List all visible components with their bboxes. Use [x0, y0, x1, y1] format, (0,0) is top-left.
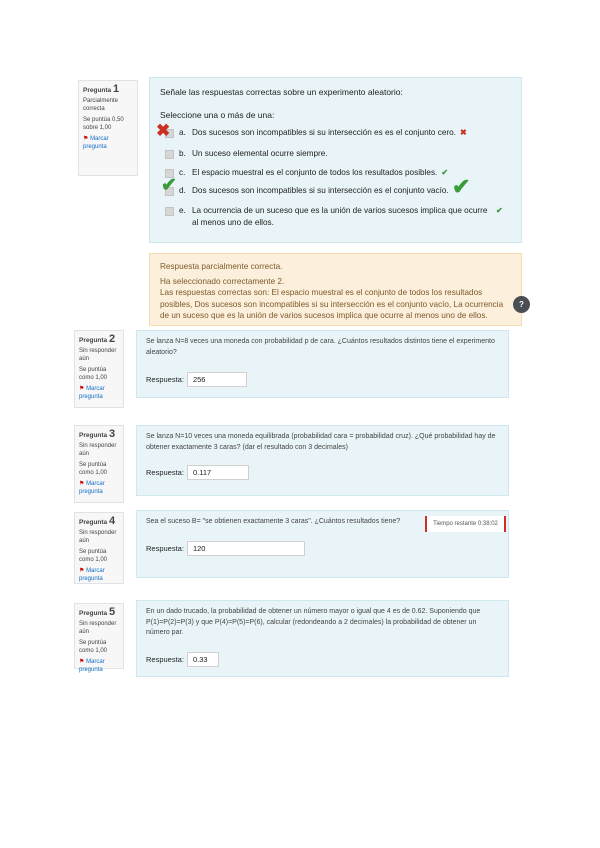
help-button[interactable] [513, 296, 530, 313]
question-state: Parcialmente correcta [83, 98, 119, 112]
answer-input[interactable]: 0.117 [187, 465, 249, 480]
question-grade: Se puntúa como 1,00 [79, 462, 108, 476]
checkbox[interactable] [165, 150, 174, 159]
question-text: Se lanza N=10 veces una moneda equilibrada (probabilidad cara = probabilidad cruz). ¿Qué probabilidad hay de obtener exactamente 3 caras? (dar el resultado con 3 decimales) [146, 433, 496, 451]
question-number: Pregunta 4 [79, 515, 116, 527]
question-content-3 [136, 425, 509, 496]
question-text: Señale las respuestas correctas sobre un experimento aleatorio: [160, 87, 403, 97]
option-c[interactable]: c. El espacio muestral es el conjunto de todos los resultados posibles. ✔ [165, 167, 448, 179]
question-number: Pregunta 1 [83, 83, 120, 95]
question-grade: Se puntúa como 1,00 [79, 549, 108, 563]
answer-row [146, 652, 219, 667]
feedback-correct: Las respuestas correctas son: El espacio muestral es el conjunto de todos los resultados posibles, Dos sucesos son incompatibles si su intersección es el conjunto vacío, La ocurrencia de un suceso que es la unión de varios sucesos implica que ocurre al menos uno de ellos. [160, 288, 504, 320]
question-info-1 [78, 80, 138, 176]
option-b[interactable]: b. Un suceso elemental ocurre siempre. [165, 148, 328, 160]
flag-icon: ⚑ [79, 568, 85, 574]
answer-label: Respuesta: [146, 655, 184, 664]
handwritten-check-icon: ✔ [452, 174, 471, 199]
feedback-status: Respuesta parcialmente correcta. [160, 262, 283, 271]
question-text: Sea el suceso B= "se obtienen exactamente 3 caras". ¿Cuántos resultados tiene? [146, 518, 401, 525]
answer-input[interactable]: 120 [187, 541, 305, 556]
feedback-selected: Ha seleccionado correctamente 2. [160, 276, 285, 286]
question-state: Sin responder aún [79, 348, 117, 362]
answer-row [146, 541, 305, 556]
answer-row [146, 372, 247, 387]
question-info-4 [74, 512, 124, 584]
question-content-1 [149, 77, 522, 243]
check-icon: ✔ [496, 206, 503, 215]
question-text: Se lanza N=8 veces una moneda con probabilidad p de cara. ¿Cuántos resultados distintos tiene el experimento aleatorio? [146, 338, 495, 356]
flag-question-link[interactable]: ⚑ Marcar pregunta [79, 659, 105, 673]
option-a[interactable]: a. Dos sucesos son incompatibles si su intersección es es el conjunto cero. ✖ [165, 127, 467, 139]
answer-label: Respuesta: [146, 544, 184, 553]
question-text: En un dado trucado, la probabilidad de obtener un número mayor o igual que 4 es de 0.62. Suponiendo que P(1)=P(2)=P(3) y que P(4)=P(5)=P(6), calcular (redondeando a 2 decimales) la probabilidad de obtener un número par. [146, 608, 481, 636]
question-grade: Se puntúa como 1,00 [79, 367, 108, 381]
option-d[interactable]: d. Dos sucesos son incompatibles si su intersección es el conjunto vacío. [165, 185, 449, 197]
flag-question-link[interactable]: ⚑ Marcar pregunta [79, 481, 105, 495]
select-prompt: Seleccione una o más de una: [160, 110, 275, 120]
flag-icon: ⚑ [79, 659, 85, 665]
question-number: Pregunta 5 [79, 606, 116, 618]
flag-icon: ⚑ [79, 481, 85, 487]
question-content-5 [136, 600, 509, 677]
handwritten-check-icon: ✔ [161, 175, 177, 196]
question-state: Sin responder aún [79, 443, 117, 457]
flag-question-link[interactable]: ⚑ Marcar pregunta [79, 568, 105, 582]
feedback-box [149, 253, 522, 326]
option-e[interactable]: e. La ocurrencia de un suceso que es la unión de varios sucesos implica que ocurre al menos uno de ellos. ✔ [165, 205, 515, 228]
question-number: Pregunta 2 [79, 333, 116, 345]
handwritten-cross-icon: ✖ [156, 121, 171, 140]
question-number: Pregunta 3 [79, 428, 116, 440]
flag-question-link[interactable]: ⚑ Marcar pregunta [83, 136, 109, 150]
flag-question-link[interactable]: ⚑ Marcar pregunta [79, 386, 105, 400]
time-remaining: Tiempo restante 0:38:02 [425, 516, 506, 532]
question-grade: Se puntúa como 1,00 [79, 640, 108, 654]
answer-input[interactable]: 0.33 [187, 652, 219, 667]
answer-row [146, 465, 249, 480]
question-info-3 [74, 425, 124, 503]
question-state: Sin responder aún [79, 621, 117, 635]
question-state: Sin responder aún [79, 530, 117, 544]
check-icon: ✔ [441, 168, 449, 177]
question-icon: ? [519, 300, 524, 309]
question-content-2 [136, 330, 509, 398]
answer-label: Respuesta: [146, 375, 184, 384]
answer-input[interactable]: 256 [187, 372, 247, 387]
flag-icon: ⚑ [83, 136, 89, 142]
cross-icon: ✖ [459, 128, 467, 137]
question-info-5 [74, 603, 124, 673]
question-info-2 [74, 330, 124, 408]
answer-label: Respuesta: [146, 468, 184, 477]
checkbox[interactable] [165, 207, 174, 216]
flag-icon: ⚑ [79, 386, 85, 392]
question-grade: Se puntúa 0,50 sobre 1,00 [83, 117, 124, 131]
